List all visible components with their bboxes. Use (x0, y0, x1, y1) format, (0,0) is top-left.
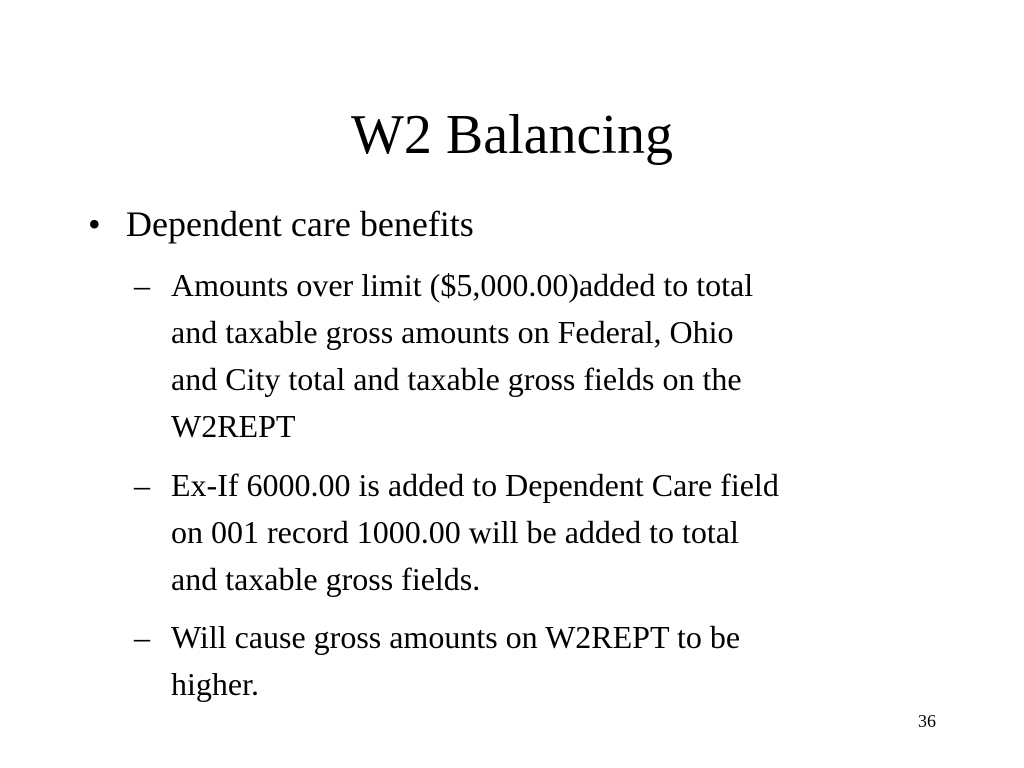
sub-item-higher-gross (134, 614, 934, 708)
bullet-marker: • (88, 204, 101, 244)
sub-item-line: and City total and taxable gross fields on the (171, 361, 742, 397)
sub-item-line: on 001 record 1000.00 will be added to total (171, 514, 739, 550)
sub-item-line: and taxable gross amounts on Federal, Ohio (171, 314, 734, 350)
sub-item-line: Will cause gross amounts on W2REPT to be (171, 619, 741, 655)
sub-item-line: higher. (171, 666, 259, 702)
sub-item-line: Amounts over limit ($5,000.00)added to total (171, 267, 754, 303)
dash-marker: – (134, 267, 150, 303)
sub-item-line: W2REPT (171, 408, 296, 444)
page-number: 36 (918, 711, 936, 731)
sub-item-example (134, 462, 934, 603)
sub-item-line: Ex-If 6000.00 is added to Dependent Care field (171, 467, 779, 503)
bullet-text: Dependent care benefits (126, 204, 474, 244)
dash-marker: – (134, 619, 150, 655)
sub-item-amounts-over-limit (134, 262, 934, 450)
dash-marker: – (134, 467, 150, 503)
sub-item-line: and taxable gross fields. (171, 561, 481, 597)
slide-title: W2 Balancing (351, 104, 673, 166)
